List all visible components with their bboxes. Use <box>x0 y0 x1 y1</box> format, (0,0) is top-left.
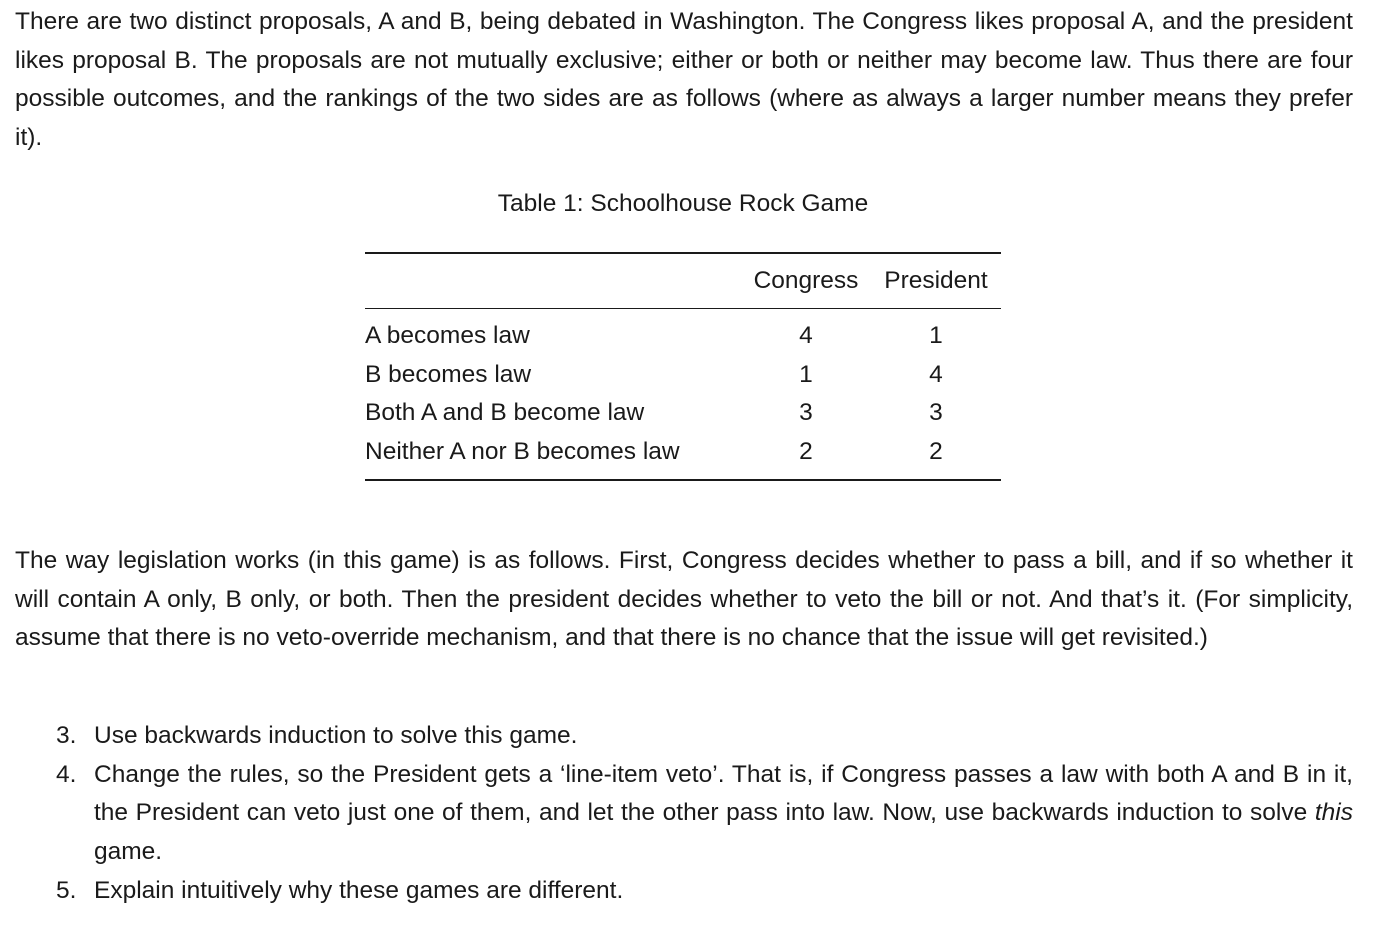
president-rank-cell: 4 <box>929 360 943 388</box>
payoff-table <box>365 252 1001 481</box>
question-item <box>0 756 1353 872</box>
outcome-cell: Neither A nor B becomes law <box>365 438 680 466</box>
table-row <box>365 309 1001 356</box>
table-row <box>365 433 1001 480</box>
congress-rank-cell: 4 <box>799 322 813 349</box>
congress-rank-cell: 3 <box>799 399 813 427</box>
header-outcome <box>365 253 741 309</box>
question-item <box>0 717 1353 756</box>
table-caption: Table 1: Schoolhouse Rock Game <box>497 190 869 217</box>
header-congress: Congress <box>741 253 871 309</box>
question-text: Explain intuitively why these games are different. <box>94 876 624 904</box>
question-list <box>0 717 1353 911</box>
question-text: Use backwards induction to solve this game. <box>94 722 578 749</box>
congress-rank-cell: 1 <box>799 360 813 388</box>
question-number: 3. <box>56 722 77 749</box>
outcome-cell: A becomes law <box>365 322 530 349</box>
question-number: 4. <box>56 760 77 788</box>
question-text-end: game. <box>94 838 163 866</box>
table-row <box>365 394 1001 433</box>
rules-paragraph: The way legislation works (in this game) is as follows. First, Congress decides whether to pass a bill, and if so whether it will contain A only, B only, or both. Then the president decides whether to veto the bill or not. And that’s it. (For simplicity, assume that there is no veto-override mechanism, and that there is no chance that the issue will get revisited.) <box>15 547 1353 652</box>
question-item <box>0 872 1353 911</box>
question-emphasis: this <box>1314 799 1353 827</box>
outcome-cell: B becomes law <box>365 360 532 388</box>
table-row <box>365 356 1001 395</box>
question-number: 5. <box>56 876 77 904</box>
president-rank-cell: 3 <box>929 399 943 427</box>
congress-rank-cell: 2 <box>799 438 813 466</box>
president-rank-cell: 2 <box>929 438 943 466</box>
table-header-row <box>365 253 1001 309</box>
outcome-cell: Both A and B become law <box>365 399 645 427</box>
intro-paragraph: There are two distinct proposals, A and B, being debated in Washington. The Congress likes proposal A, and the president likes proposal B. The proposals are not mutually exclusive; either or both or neither may become law. Thus there are four possible outcomes, and the rankings of the two sides are as follows (where as always a larger number means they prefer it). <box>15 8 1353 152</box>
president-rank-cell: 1 <box>929 322 943 349</box>
header-president: President <box>871 253 1001 309</box>
question-text: Change the rules, so the President gets a ‘line-item veto’. That is, if Congress passes a law with both A and B in it, the President can veto just one of them, and let the other pass into law. Now, use backwards induction to solve <box>94 760 1353 827</box>
